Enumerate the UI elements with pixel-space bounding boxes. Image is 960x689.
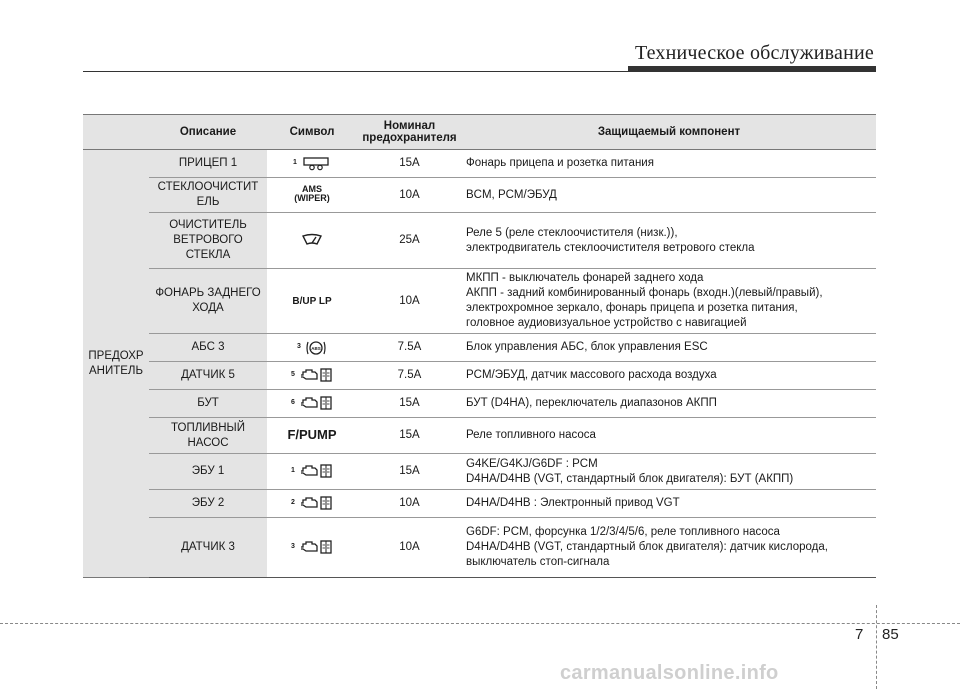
table-row (83, 362, 876, 390)
protected-component (462, 334, 876, 362)
header-rule (83, 71, 628, 72)
fuse-symbol (267, 390, 357, 418)
table-row (83, 418, 876, 454)
fuse-name: АБС 3 (149, 334, 267, 362)
fuse-rating: 25A (357, 213, 462, 269)
svg-text:ABS: ABS (311, 345, 321, 351)
fuse-rating: 10A (357, 269, 462, 334)
fuse-name: ФОНАРЬ ЗАДНЕГО ХОДА (149, 269, 267, 334)
wiper-icon (300, 232, 324, 248)
fuse-symbol (267, 269, 357, 334)
trailer-icon (301, 155, 331, 171)
protected-component (462, 362, 876, 390)
column-header: Защищаемый компонент (462, 115, 876, 150)
fuse-rating: 7.5A (357, 362, 462, 390)
fuse-name: ДАТЧИК 3 (149, 518, 267, 578)
symbol-superscript: 5 (290, 371, 295, 379)
chapter-number: 7 (855, 626, 864, 643)
fuse-rating: 10A (357, 518, 462, 578)
component-line: D4HA/D4HB (VGT, стандартный блок двигателя): датчик кислорода, (466, 541, 828, 553)
symbol-text: B/UP LP (292, 295, 332, 307)
table-row (83, 518, 876, 578)
fuse-symbol (267, 150, 357, 178)
protected-component (462, 518, 876, 578)
fuse-symbol (267, 418, 357, 454)
footer-dashed-divider (876, 605, 877, 689)
location-cell: ПРЕДОХР АНИТЕЛЬ (83, 150, 149, 578)
protected-component (462, 454, 876, 490)
fuse-name: ЭБУ 2 (149, 490, 267, 518)
component-line: D4HA/D4HB (VGT, стандартный блок двигателя): БУТ (АКПП) (466, 472, 794, 485)
page-header-title: Техническое обслуживание (634, 42, 874, 64)
component-line: МКПП - выключатель фонарей заднего хода (466, 272, 704, 284)
component-line: головное аудиовизуальное устройство с навигацией (466, 317, 747, 329)
symbol-superscript: 6 (290, 399, 295, 407)
component-line: Реле топливного насоса (466, 429, 596, 441)
table-row (83, 454, 876, 490)
fuse-name: ДАТЧИК 5 (149, 362, 267, 390)
engine-book-icon (299, 539, 333, 555)
symbol-superscript: 3 (296, 342, 301, 350)
engine-book-icon (299, 495, 333, 511)
component-line: PCM/ЭБУД, датчик массового расхода воздуха (466, 369, 717, 381)
table-row (83, 490, 876, 518)
table-row (83, 213, 876, 269)
fuse-rating: 15A (357, 150, 462, 178)
fuse-name: СТЕКЛООЧИСТИТ ЕЛЬ (149, 178, 267, 213)
component-line: Блок управления АБС, блок управления ESC (466, 341, 708, 353)
protected-component (462, 269, 876, 334)
component-line: BCM, PCM/ЭБУД (466, 188, 557, 201)
abs-icon (305, 339, 327, 357)
fuse-symbol (267, 334, 357, 362)
engine-book-icon (299, 463, 333, 479)
component-line: выключатель стоп-сигнала (466, 556, 610, 568)
protected-component (462, 150, 876, 178)
table-row (83, 269, 876, 334)
component-line: G4KE/G4KJ/G6DF : PCM (466, 457, 598, 470)
fuse-rating: 10A (357, 178, 462, 213)
header-bar (628, 66, 876, 72)
symbol-superscript: 2 (290, 499, 295, 507)
page-number: 85 (882, 626, 899, 643)
component-line: Фонарь прицепа и розетка питания (466, 157, 654, 169)
component-line: электрохромное зеркало, фонарь прицепа и розетка питания, (466, 302, 798, 314)
protected-component (462, 418, 876, 454)
fuse-symbol (267, 518, 357, 578)
fuse-name: ЭБУ 1 (149, 454, 267, 490)
fuse-symbol (267, 213, 357, 269)
symbol-text: F/PUMP (287, 427, 337, 442)
table-header-row (83, 115, 876, 150)
fuse-table (83, 114, 876, 578)
fuse-name: ОЧИСТИТЕЛЬ ВЕТРОВОГО СТЕКЛА (149, 213, 267, 269)
column-header: Номинал предохранителя (357, 115, 462, 150)
fuse-symbol (267, 178, 357, 213)
table-row (83, 390, 876, 418)
fuse-symbol (267, 362, 357, 390)
component-line: D4HA/D4HB : Электронный привод VGT (466, 497, 680, 509)
symbol-superscript: 1 (290, 467, 295, 475)
component-line: электродвигатель стеклоочистителя ветрового стекла (466, 241, 755, 254)
fuse-symbol (267, 454, 357, 490)
header-location-cell (83, 115, 149, 150)
component-line: БУТ (D4HA), переключатель диапазонов АКПП (466, 397, 717, 409)
protected-component (462, 390, 876, 418)
fuse-name: ПРИЦЕП 1 (149, 150, 267, 178)
fuse-name: БУТ (149, 390, 267, 418)
watermark: carmanualsonline.info (560, 662, 779, 684)
fuse-rating: 15A (357, 418, 462, 454)
symbol-superscript: 1 (292, 159, 297, 167)
fuse-name: ТОПЛИВНЫЙ НАСОС (149, 418, 267, 454)
fuse-rating: 10A (357, 490, 462, 518)
component-line: G6DF: PCM, форсунка 1/2/3/4/5/6, реле топливного насоса (466, 526, 780, 538)
engine-book-icon (299, 395, 333, 411)
footer-dashed-rule (0, 623, 960, 624)
symbol-text: AMS (WIPER) (294, 183, 330, 203)
component-line: АКПП - задний комбинированный фонарь (входн.)(левый/правый), (466, 287, 823, 299)
fuse-rating: 15A (357, 454, 462, 490)
protected-component (462, 490, 876, 518)
table-row (83, 178, 876, 213)
protected-component (462, 213, 876, 269)
component-line: Реле 5 (реле стеклоочистителя (низк.)), (466, 226, 678, 239)
engine-book-icon (299, 367, 333, 383)
fuse-rating: 15A (357, 390, 462, 418)
column-header: Символ (267, 115, 357, 150)
table-row (83, 150, 876, 178)
fuse-symbol (267, 490, 357, 518)
fuse-rating: 7.5A (357, 334, 462, 362)
column-header: Описание (149, 115, 267, 150)
protected-component (462, 178, 876, 213)
table-row (83, 334, 876, 362)
symbol-superscript: 3 (290, 543, 295, 551)
